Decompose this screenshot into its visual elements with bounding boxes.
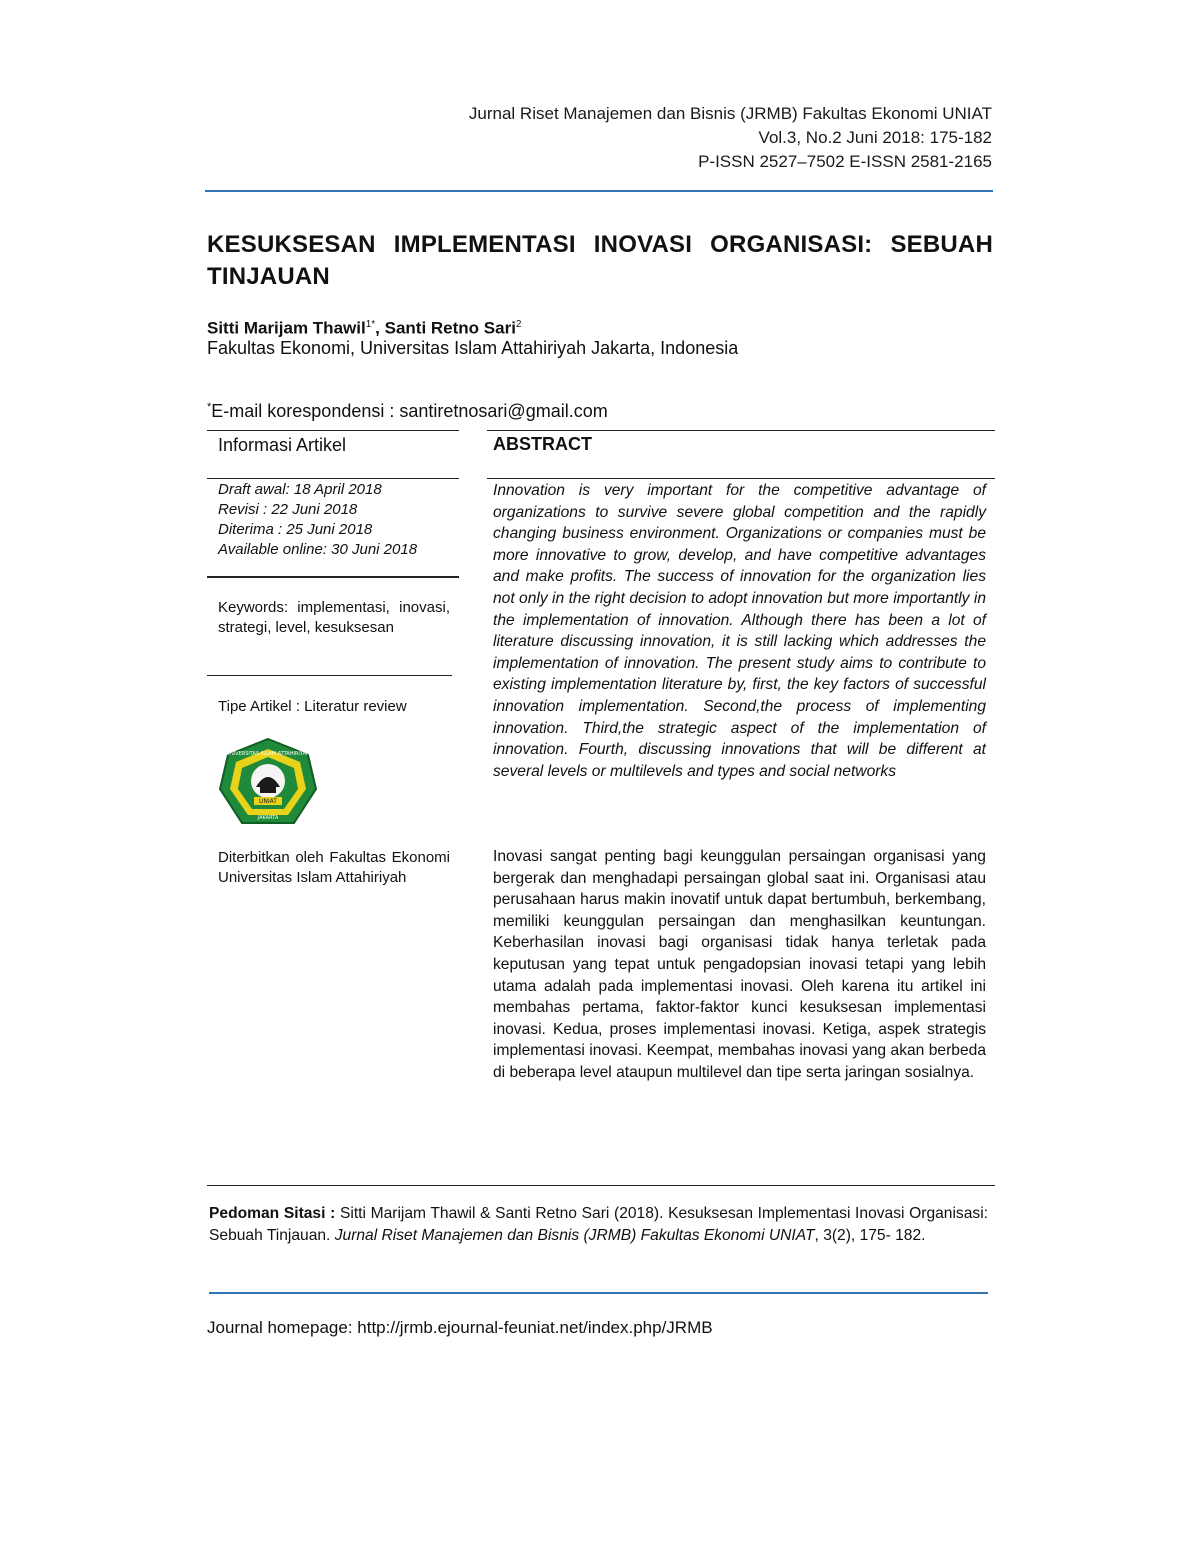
logo-bottom-text: JAKARTA — [257, 815, 279, 821]
date-online: Available online: 30 Juni 2018 — [218, 541, 418, 558]
publisher: Diterbitkan oleh Fakultas Ekonomi Universitas Islam Attahiriyah — [218, 849, 450, 886]
article-info-heading: Informasi Artikel — [218, 435, 347, 455]
citation-text-after: , 3(2), 175- 182. — [814, 1227, 926, 1244]
keywords-rule — [207, 675, 452, 676]
article-title: KESUKSESAN IMPLEMENTASI INOVASI ORGANISASI: SEBUAH TINJAUAN — [207, 231, 993, 290]
university-logo-emblem — [216, 737, 320, 829]
journal-issn: P-ISSN 2527–7502 E-ISSN 2581-2165 — [698, 152, 992, 171]
journal-name: Jurnal Riset Manajemen dan Bisnis (JRMB) Fakultas Ekonomi UNIAT — [468, 104, 992, 123]
date-revision: Revisi : 22 Juni 2018 — [218, 501, 358, 518]
dates-rule — [207, 576, 459, 578]
abstract-heading-rule — [487, 478, 995, 479]
journal-homepage-link[interactable]: Journal homepage: http://jrmb.ejournal-feuniat.net/index.php/JRMB — [207, 1318, 713, 1337]
email-mark: * — [207, 401, 212, 413]
email-text: E-mail korespondensi : santiretnosari@gmail.com — [211, 401, 608, 421]
affiliation: Fakultas Ekonomi, Universitas Islam Attahiriyah Jakarta, Indonesia — [207, 338, 739, 358]
author-1: Sitti Marijam Thawil — [207, 318, 366, 338]
citation-bottom-rule — [209, 1292, 988, 1294]
logo-inner-text: UNIAT — [259, 798, 277, 805]
citation-text-before: Sitti Marijam Thawil & Santi Retno Sari (2018). Kesuksesan Implementasi Inovasi Organisasi: Sebuah Tinjauan. — [209, 1205, 988, 1244]
author-2: Santi Retno Sari — [384, 318, 516, 338]
keywords: Keywords: implementasi, inovasi, strategi, level, kesuksesan — [218, 599, 450, 636]
author-2-mark: 2 — [515, 319, 522, 330]
abstract-heading: ABSTRACT — [493, 434, 592, 454]
date-accepted: Diterima : 25 Juni 2018 — [218, 521, 373, 538]
citation-journal: Jurnal Riset Manajemen dan Bisnis (JRMB) Fakultas Ekonomi UNIAT — [334, 1227, 815, 1244]
citation-top-rule — [207, 1185, 995, 1186]
citation-guide — [209, 1203, 988, 1247]
university-logo — [216, 737, 320, 829]
citation-label: Pedoman Sitasi : — [209, 1205, 336, 1222]
article-type: Tipe Artikel : Literatur review — [218, 698, 407, 715]
journal-volume: Vol.3, No.2 Juni 2018: 175-182 — [758, 128, 992, 147]
author-separator: , — [375, 318, 385, 338]
abstract-top-rule — [487, 430, 995, 431]
info-heading-rule — [207, 478, 459, 479]
correspondence-email — [207, 395, 608, 423]
author-1-mark: 1* — [365, 319, 376, 330]
header-divider — [205, 190, 993, 192]
date-draft: Draft awal: 18 April 2018 — [218, 481, 382, 498]
journal-header — [469, 102, 992, 174]
abstract-english: Innovation is very important for the competitive advantage of organizations to survive severe global competition and the rapidly changing business environment. Organizations or companies must be more innovative to grow, develop, and have competitive advantages and make profits. The success of innovation for the organization lies not only in the right decision to adopt innovation but more importantly in the implementation of innovation. Although there has been a lot of literature discussing innovation, it is still lacking which addresses the implementation of innovation. The present study aims to contribute to existing implementation literature by, first, the key factors of successful innovation implementation. Second,the process of implementing innovation. Third,the strategic aspect of the implementation of innovation. Fourth, discussing innovations that will be different at several levels or multilevels and types and social networks — [493, 482, 986, 780]
article-dates — [218, 480, 417, 560]
logo-ring-text: UNIVERSITAS ISLAM ATTAHIRIYAH — [226, 751, 310, 757]
abstract-indonesian: Inovasi sangat penting bagi keunggulan persaingan organisasi yang bergerak dan menghadapi persaingan global saat ini. Organisasi atau perusahaan harus makin inovatif untuk dapat bertumbuh, berkembang, memiliki keunggulan persaingan dan menghasilkan keuntungan. Keberhasilan inovasi bagi organisasi tidak hanya terletak pada keputusan yang tepat untuk pengadopsian inovasi tetapi yang lebih utama adalah pada implementasi inovasi. Oleh karena itu artikel ini membahas pertama, faktor-faktor kunci kesuksesan implementasi inovasi. Kedua, proses implementasi inovasi. Ketiga, aspek strategis implementasi inovasi. Keempat, membahas inovasi yang akan berbeda di beberapa level ataupun multilevel dan tipe serta jaringan sosialnya. — [493, 848, 986, 1081]
info-top-rule — [207, 430, 459, 431]
